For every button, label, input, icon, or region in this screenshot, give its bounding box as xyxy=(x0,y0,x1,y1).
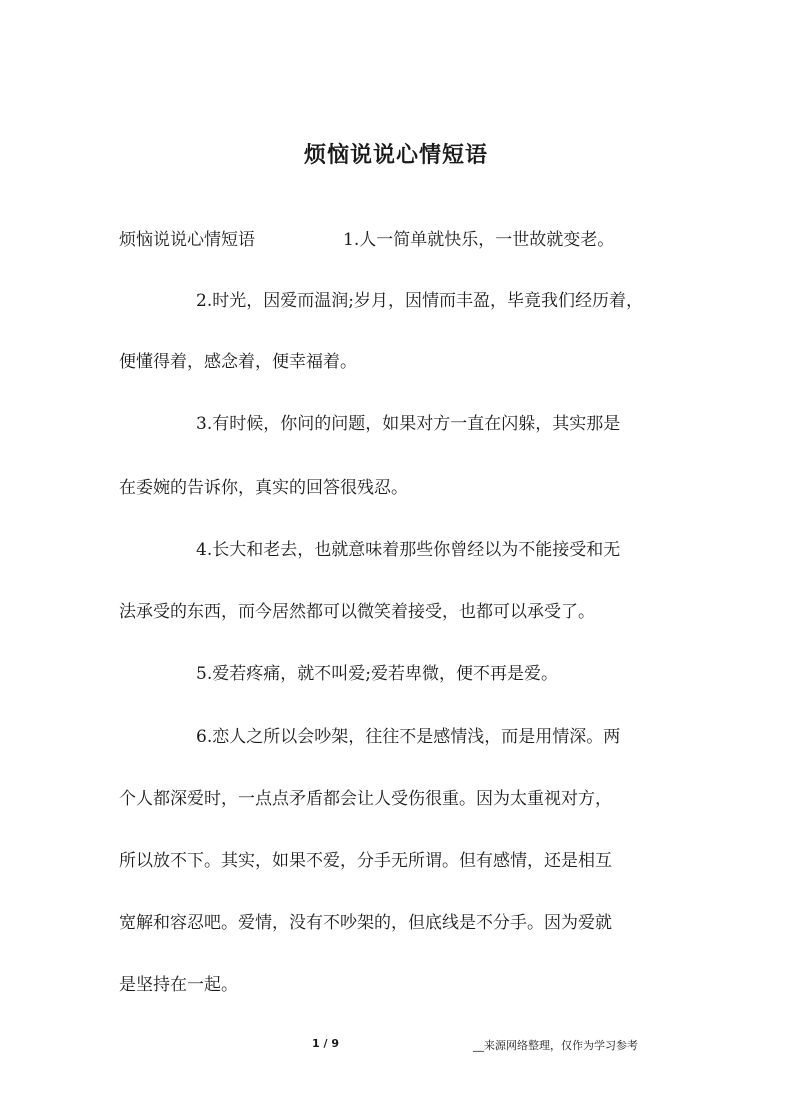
body-line-item-3a: 3.有时候，你问的问题，如果对方一直在闪躲，其实那是 xyxy=(196,414,621,434)
body-line-item-3b: 在委婉的告诉你，真实的回答很残忍。 xyxy=(119,478,408,498)
footer-note: __来源网络整理，仅作为学习参考 xyxy=(473,1039,638,1052)
body-line-item-6e: 是坚持在一起。 xyxy=(119,975,238,995)
body-line-item-6c: 所以放不下。其实，如果不爱，分手无所谓。但有感情，还是相互 xyxy=(119,851,612,871)
body-line-item-5: 5.爱若疼痛，就不叫爱;爱若卑微，便不再是爱。 xyxy=(196,664,558,684)
body-line-item-6d: 宽解和容忍吧。爱情，没有不吵架的，但底线是不分手。因为爱就 xyxy=(119,913,612,933)
body-line-item-6b: 个人都深爱时，一点点矛盾都会让人受伤很重。因为太重视对方， xyxy=(119,789,612,809)
body-line-heading: 烦恼说说心情短语 xyxy=(119,230,255,250)
body-line-item-4a: 4.长大和老去，也就意味着那些你曾经以为不能接受和无 xyxy=(196,540,621,560)
page-number: 1 / 9 xyxy=(312,1037,339,1050)
body-line-item-2a: 2.时光，因爱而温润;岁月，因情而丰盈，毕竟我们经历着， xyxy=(196,291,643,311)
body-line-item-2b: 便懂得着，感念着，便幸福着。 xyxy=(119,352,357,372)
document-title: 烦恼说说心情短语 xyxy=(303,143,488,168)
body-line-item-6a: 6.恋人之所以会吵架，往往不是感情浅，而是用情深。两 xyxy=(196,727,621,747)
body-line-item-4b: 法承受的东西，而今居然都可以微笑着接受，也都可以承受了。 xyxy=(119,602,595,622)
body-line-item-1: 1.人一简单就快乐，一世故就变老。 xyxy=(343,230,615,250)
